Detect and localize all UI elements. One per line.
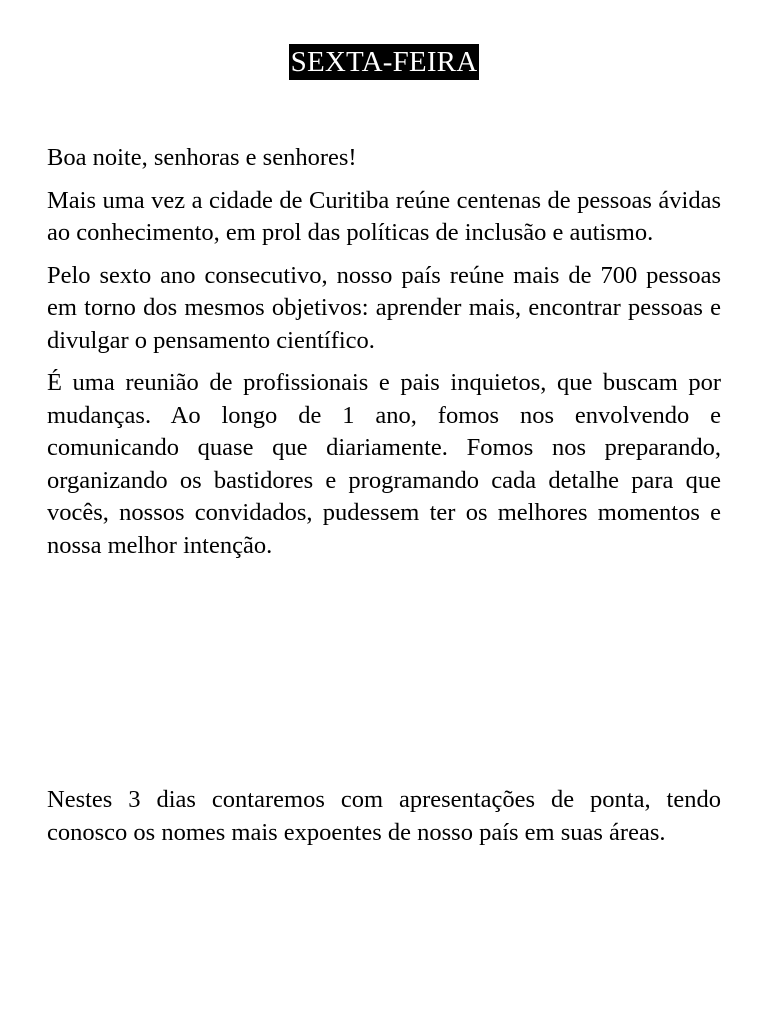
closing-text-block: [47, 784, 721, 859]
page-title: SEXTA-FEIRA: [290, 46, 478, 78]
greeting-paragraph: Boa noite, senhoras e senhores!: [47, 144, 357, 171]
paragraph-curitiba: Mais uma vez a cidade de Curitiba reúne centenas de pessoas ávidas ao conhecimento, em prol das políticas de inclusão e autismo.: [47, 186, 721, 246]
paragraph-reuniao: É uma reunião de profissionais e pais inquietos, que buscam por mudanças. Ao longo de 1 ano, fomos nos envolvendo e comunicando quase que diariamente. Fomos nos preparando, organizando os bastidores e programando cada detalhe para que vocês, nossos convidados, pudessem ter os melhores momentos e nossa melhor intenção.: [47, 369, 721, 559]
title-container: [0, 44, 768, 80]
paragraph-sexto-ano: Pelo sexto ano consecutivo, nosso país reúne mais de 700 pessoas em torno dos mesmos objetivos: aprender mais, encontrar pessoas e divulgar o pensamento científico.: [47, 261, 721, 354]
main-text-block: [47, 142, 721, 572]
paragraph-tres-dias: Nestes 3 dias contaremos com apresentações de ponta, tendo conosco os nomes mais expoentes de nosso país em suas áreas.: [47, 786, 721, 846]
